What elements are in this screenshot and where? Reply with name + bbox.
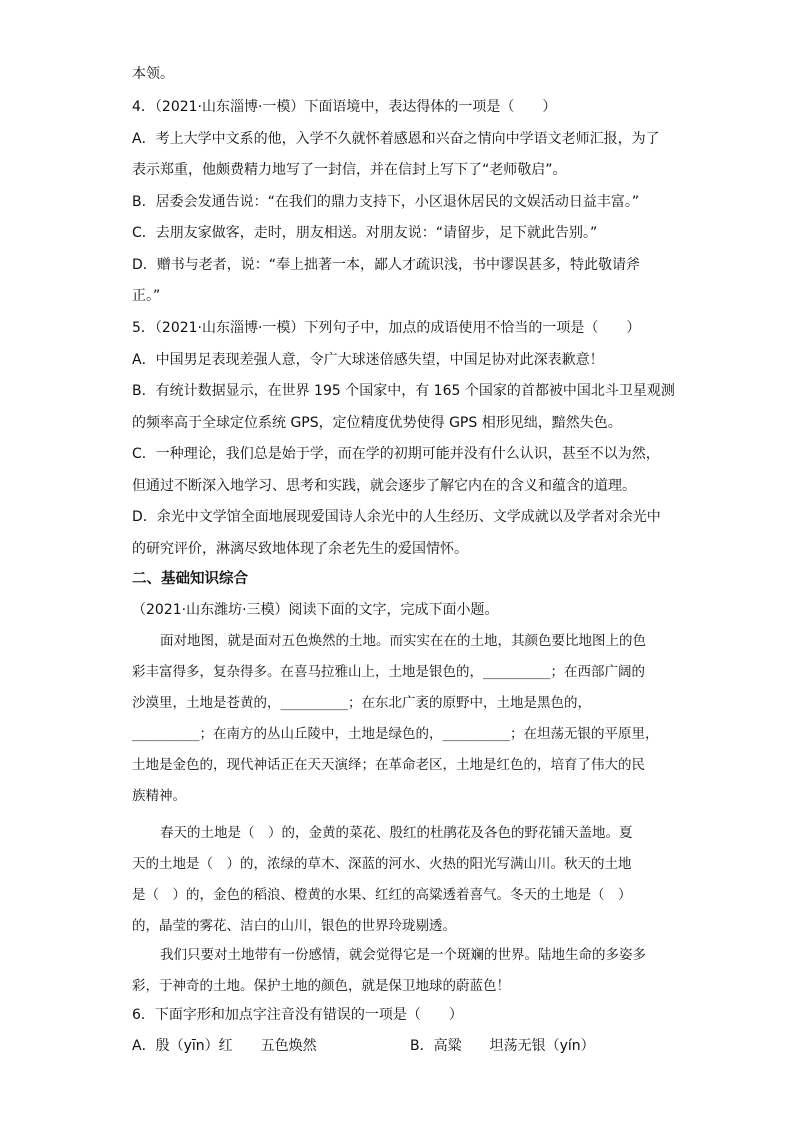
passage-line: 沙漠里，土地是苍黄的，__________；在东北广袤的原野中，土地是黑色的， (132, 695, 591, 711)
text-line: 但通过不断深入地学习、思考和实践，就会逐步了解它内在的含义和蕴含的道理。 (132, 478, 636, 494)
question-5-option-a: A．中国男足表现差强人意，令广大球迷倍感失望，中国足协对此深表歉意！ (132, 352, 604, 368)
passage-line: 族精神。 (132, 788, 186, 804)
question-6-option-b: B．高粱 坦荡无银（yín） (410, 1038, 595, 1054)
text-line: 本领。 (132, 66, 174, 82)
passage-line: 的，晶莹的雾花、洁白的山川，银色的世界玲珑剔透。 (132, 918, 456, 934)
reading-prompt: （2021·山东潍坊·三模）阅读下面的文字，完成下面小题。 (132, 602, 499, 618)
question-6-option-a: A．殷（yīn）红 五色焕然 (132, 1038, 317, 1054)
question-5-option-d: D．余光中文学馆全面地展现爱国诗人余光中的人生经历、文学成就以及学者对余光中 (132, 509, 661, 525)
text-line: 正。” (132, 288, 161, 304)
passage-line: 是（ ）的，金色的稻浪、橙黄的水果、红红的高粱透着喜气。冬天的土地是（ ） (132, 887, 632, 903)
passage-line: 天的土地是（ ）的，浓绿的草木、深蓝的河水、火热的阳光写满山川。秋天的土地 (132, 856, 632, 872)
question-4-stem: 4．（2021·山东淄博·一模）下面语境中，表达得体的一项是（ ） (132, 99, 557, 115)
passage-line: __________；在南方的丛山丘陵中，土地是绿色的，__________；在坦荡无银的平原里， (132, 726, 659, 742)
passage-line: 彩丰富得多，复杂得多。在喜马拉雅山上，土地是银色的，__________；在西部广阔的 (132, 664, 645, 680)
question-4-option-c: C．去朋友家做客，走时，朋友相送。对朋友说：“请留步，足下就此告别。” (132, 225, 598, 241)
text-line: 的频率高于全球定位系统 GPS，定位精度优势使得 GPS 相形见绌，黯然失色。 (132, 415, 622, 431)
text-line: 表示郑重，他颇费精力地写了一封信，并在信封上写下了“老师敬启”。 (132, 162, 567, 178)
passage-line: 彩，于神奇的土地。保护土地的颜色，就是保卫地球的蔚蓝色！ (132, 978, 510, 994)
section-heading: 二、基础知识综合 (132, 571, 248, 587)
question-4-option-a: A．考上大学中文系的他，入学不久就怀着感恩和兴奋之情向中学语文老师汇报，为了 (132, 131, 660, 147)
question-5-option-c: C．一种理论，我们总是始于学，而在学的初期可能并没有什么认识，甚至不以为然， (132, 446, 660, 462)
question-5-option-b: B．有统计数据显示，在世界 195 个国家中，有 165 个国家的首都被中国北斗卫星观测 (132, 383, 675, 399)
question-6-stem: 6．下面字形和加点字注音没有错误的一项是（ ） (132, 1007, 463, 1023)
question-4-option-d: D．赠书与老者，说：“奉上拙著一本，鄙人才疏识浅，书中谬误甚多，特此敬请斧 (132, 257, 641, 273)
passage-line: 春天的土地是（ ）的，金黄的菜花、殷红的杜鹃花及各色的野花铺天盖地。夏 (160, 825, 633, 841)
text-line: 的研究评价，淋漓尽致地体现了余老先生的爱国情怀。 (132, 541, 468, 557)
question-5-stem: 5．（2021·山东淄博·一模）下列句子中，加点的成语使用不恰当的一项是（ ） (132, 320, 641, 336)
passage-line: 我们只要对土地带有一份感情，就会觉得它是一个斑斓的世界。陆地生命的多姿多 (160, 947, 646, 963)
passage-line: 面对地图，就是面对五色焕然的土地。而实实在在的土地，其颜色要比地图上的色 (160, 633, 646, 649)
passage-line: 土地是金色的，现代神话正在天天演绎；在革命老区，土地是红色的，培育了伟大的民 (132, 757, 645, 773)
question-4-option-b: B．居委会发通告说：“在我们的鼎力支持下，小区退休居民的文娱活动日益丰富。” (132, 194, 640, 210)
